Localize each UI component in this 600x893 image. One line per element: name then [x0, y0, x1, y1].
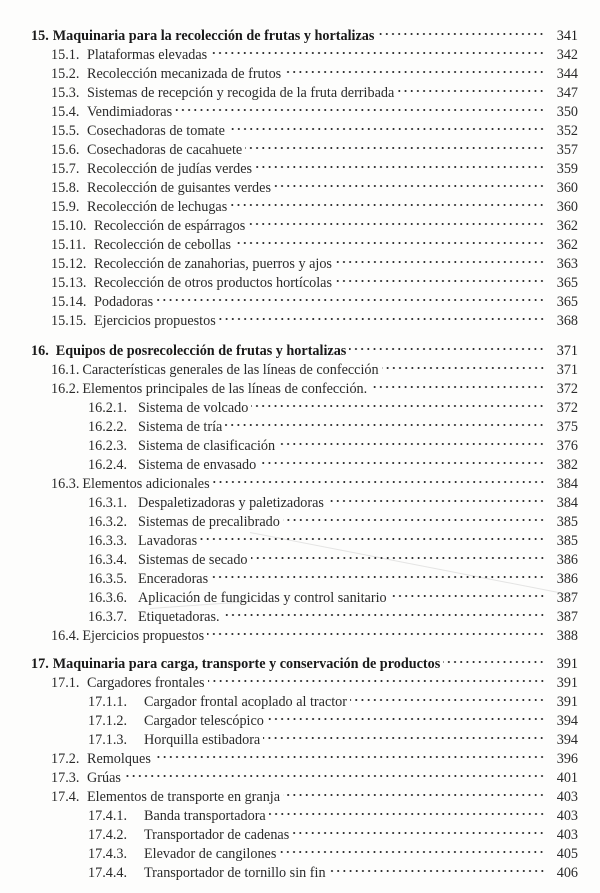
- entry-number: 17.2.: [51, 751, 80, 767]
- section-entry: [0, 116, 600, 139]
- entry-number: 16.3.4.: [88, 552, 128, 568]
- leader-dots: [208, 668, 545, 687]
- entry-number: 15.1.: [51, 47, 80, 63]
- page-number: 341: [556, 28, 578, 44]
- entry-title: Ejercicios propuestos: [94, 313, 216, 329]
- page-number: 352: [556, 123, 578, 139]
- leader-dots: [248, 211, 545, 230]
- leader-dots: [225, 412, 545, 431]
- subsection-entry: [0, 488, 600, 511]
- subsection-entry: [0, 858, 600, 881]
- leader-dots: [124, 763, 545, 782]
- section-entry: [0, 763, 600, 786]
- subsection-entry: [0, 526, 600, 549]
- page-number: 365: [556, 275, 578, 291]
- page-number: 371: [556, 343, 578, 359]
- page-number: 394: [556, 713, 578, 729]
- page-number: 360: [556, 180, 578, 196]
- entry-title: Cosechadoras de cacahuete: [87, 142, 243, 158]
- leader-dots: [327, 488, 545, 507]
- chapter-heading: [0, 21, 600, 44]
- subsection-entry: [0, 431, 600, 454]
- page-number: 391: [556, 675, 578, 691]
- entry-number: 16.2.: [51, 381, 80, 397]
- page-number: 388: [556, 628, 578, 644]
- leader-dots: [284, 59, 545, 78]
- page-number: 391: [556, 694, 578, 710]
- chapter-heading: [0, 649, 600, 672]
- leader-dots: [213, 469, 545, 488]
- entry-number: 16.4.: [51, 628, 80, 644]
- page-number: 375: [556, 419, 578, 435]
- subsection-entry: [0, 450, 600, 473]
- entry-title: Banda transportadora: [144, 808, 266, 824]
- page-number: 401: [556, 770, 578, 786]
- entry-number: 15.15.: [51, 313, 87, 329]
- subsection-entry: [0, 839, 600, 862]
- leader-dots: [350, 687, 545, 706]
- page-number: 403: [556, 789, 578, 805]
- entry-number: 17.1.3.: [88, 732, 128, 748]
- leader-dots: [251, 393, 545, 412]
- leader-dots: [154, 744, 545, 763]
- leader-dots: [279, 839, 545, 858]
- section-entry: [0, 211, 600, 234]
- subsection-entry: [0, 583, 600, 606]
- entry-label: [51, 312, 216, 331]
- entry-number: 15.7.: [51, 161, 80, 177]
- entry-number: 15.3.: [51, 85, 80, 101]
- entry-title: Cosechadoras de tomate: [87, 123, 225, 139]
- leader-dots: [219, 306, 545, 325]
- leader-dots: [211, 564, 545, 583]
- entry-title: Etiquetadoras.: [138, 609, 220, 625]
- section-entry: [0, 782, 600, 805]
- chapter-heading: [0, 336, 600, 359]
- entry-number: 15.2.: [51, 66, 80, 82]
- leader-dots: [210, 40, 545, 59]
- leader-dots: [443, 649, 545, 668]
- section-entry: [0, 192, 600, 215]
- entry-title: Sistemas de recepción y recogida de la fruta derribada: [87, 85, 395, 101]
- entry-title: Elementos de transporte en granja: [87, 789, 281, 805]
- entry-number: 16.3.: [51, 476, 80, 492]
- entry-number: 15.5.: [51, 123, 80, 139]
- leader-dots: [349, 336, 545, 355]
- entry-title: Enceradoras: [138, 571, 209, 587]
- page-number: 384: [556, 476, 578, 492]
- entry-number: 16.: [31, 343, 49, 359]
- subsection-entry: [0, 393, 600, 416]
- section-entry: [0, 78, 600, 101]
- subsection-entry: [0, 706, 600, 729]
- entry-title: Ejercicios propuestos: [82, 628, 205, 644]
- page-number: 384: [556, 495, 578, 511]
- leader-dots: [234, 230, 545, 249]
- entry-title: Cargador frontal acoplado al tractor: [144, 694, 348, 710]
- entry-number: 15.12.: [51, 256, 87, 272]
- entry-title: Plataformas elevadas: [87, 47, 208, 63]
- entry-title: Recolección de judías verdes: [87, 161, 253, 177]
- page-number: 365: [556, 294, 578, 310]
- entry-number: 16.1.: [51, 362, 80, 378]
- leader-dots: [255, 154, 545, 173]
- entry-title: Podadoras: [94, 294, 154, 310]
- leader-dots: [263, 725, 545, 744]
- entry-number: 17.3.: [51, 770, 80, 786]
- entry-title: Elevador de cangilones: [144, 846, 277, 862]
- leader-dots: [207, 621, 545, 640]
- section-entry: [0, 230, 600, 253]
- subsection-entry: [0, 545, 600, 568]
- entry-number: 17.4.: [51, 789, 80, 805]
- entry-number: 17.4.4.: [88, 865, 128, 881]
- entry-label: [88, 864, 326, 883]
- leader-dots: [335, 249, 545, 268]
- entry-number: 15.: [31, 28, 49, 44]
- leader-dots: [200, 526, 545, 545]
- leader-dots: [259, 450, 545, 469]
- page-number: 386: [556, 552, 578, 568]
- leader-dots: [278, 431, 545, 450]
- page-number: 386: [556, 571, 578, 587]
- entry-title: Recolección de zanahorias, puerros y ajos: [94, 256, 332, 272]
- page-number: 359: [556, 161, 578, 177]
- subsection-entry: [0, 687, 600, 710]
- entry-title: Recolección de lechugas: [87, 199, 228, 215]
- section-entry: [0, 154, 600, 177]
- entry-title: Equipos de posrecolección de frutas y hortalizas: [55, 343, 347, 359]
- leader-dots: [397, 78, 545, 97]
- entry-number: 15.11.: [51, 237, 86, 253]
- leader-dots: [223, 602, 545, 621]
- page-number: 385: [556, 514, 578, 530]
- entry-title: Horquilla estibadora: [144, 732, 261, 748]
- section-entry: [0, 668, 600, 691]
- leader-dots: [230, 192, 545, 211]
- entry-title: Lavadoras: [138, 533, 198, 549]
- subsection-entry: [0, 820, 600, 843]
- section-entry: [0, 173, 600, 196]
- entry-label: [51, 627, 204, 646]
- entry-number: 16.3.6.: [88, 590, 128, 606]
- entry-number: 17.4.1.: [88, 808, 128, 824]
- entry-title: Recolección de espárragos: [94, 218, 246, 234]
- entry-number: 17.1.2.: [88, 713, 128, 729]
- entry-number: 17.1.: [51, 675, 80, 691]
- page-number: 396: [556, 751, 578, 767]
- entry-title: Recolección mecanizada de frutos: [87, 66, 282, 82]
- entry-title: Sistema de tría: [138, 419, 223, 435]
- entry-title: Elementos principales de las líneas de confección.: [82, 381, 368, 397]
- section-entry: [0, 287, 600, 310]
- entry-title: Sistema de clasificación: [138, 438, 276, 454]
- entry-title: Aplicación de fungicidas y control sanitario: [138, 590, 387, 606]
- page-number: 405: [556, 846, 578, 862]
- page-number: 362: [556, 237, 578, 253]
- leader-dots: [251, 545, 545, 564]
- leader-dots: [335, 268, 545, 287]
- leader-dots: [267, 706, 545, 725]
- page-number: 347: [556, 85, 578, 101]
- leader-dots: [245, 135, 545, 154]
- page-number: 403: [556, 808, 578, 824]
- entry-number: 17.1.1.: [88, 694, 128, 710]
- page-number: 376: [556, 438, 578, 454]
- entry-number: 15.9.: [51, 199, 80, 215]
- subsection-entry: [0, 412, 600, 435]
- page-number: 357: [556, 142, 578, 158]
- page-number: 362: [556, 218, 578, 234]
- entry-title: Cargadores frontales: [87, 675, 205, 691]
- section-entry: [0, 374, 600, 397]
- entry-number: 15.8.: [51, 180, 80, 196]
- section-entry: [0, 306, 600, 329]
- entry-number: 16.2.3.: [88, 438, 128, 454]
- entry-number: 16.2.2.: [88, 419, 128, 435]
- entry-title: Grúas: [87, 770, 121, 786]
- entry-title: Sistema de volcado: [138, 400, 249, 416]
- leader-dots: [156, 287, 545, 306]
- page-number: 363: [556, 256, 578, 272]
- entry-number: 15.6.: [51, 142, 80, 158]
- subsection-entry: [0, 725, 600, 748]
- leader-dots: [228, 116, 545, 135]
- page-number: 387: [556, 609, 578, 625]
- page-number: 403: [556, 827, 578, 843]
- entry-title: Maquinaria para la recolección de frutas y hortalizas: [52, 28, 375, 44]
- entry-number: 17.4.3.: [88, 846, 128, 862]
- entry-title: Recolección de cebollas: [94, 237, 232, 253]
- leader-dots: [382, 355, 545, 374]
- entry-title: Sistemas de precalibrado: [138, 514, 280, 530]
- page-number: 350: [556, 104, 578, 120]
- entry-title: Características generales de las líneas de confección: [82, 362, 379, 378]
- section-entry: [0, 97, 600, 120]
- page-number: 387: [556, 590, 578, 606]
- entry-number: 16.2.1.: [88, 400, 128, 416]
- entry-title: Transportador de tornillo sin fin: [144, 865, 326, 881]
- subsection-entry: [0, 507, 600, 530]
- entry-title: Recolección de guisantes verdes: [87, 180, 271, 196]
- section-entry: [0, 59, 600, 82]
- leader-dots: [283, 782, 545, 801]
- page-number: 371: [556, 362, 578, 378]
- entry-title: Cargador telescópico: [144, 713, 264, 729]
- page-number: 342: [556, 47, 578, 63]
- page-number: 391: [556, 656, 578, 672]
- section-entry: [0, 621, 600, 644]
- entry-number: 16.3.5.: [88, 571, 128, 587]
- entry-number: 16.3.1.: [88, 495, 128, 511]
- section-entry: [0, 135, 600, 158]
- leader-dots: [329, 858, 545, 877]
- section-entry: [0, 268, 600, 291]
- entry-title: Transportador de cadenas: [144, 827, 290, 843]
- page-number: 368: [556, 313, 578, 329]
- entry-title: Maquinaria para carga, transporte y conservación de productos: [52, 656, 441, 672]
- page-number: 385: [556, 533, 578, 549]
- section-entry: [0, 469, 600, 492]
- page-number: 394: [556, 732, 578, 748]
- leader-dots: [390, 583, 545, 602]
- leader-dots: [269, 801, 545, 820]
- leader-dots: [292, 820, 545, 839]
- entry-number: 16.3.7.: [88, 609, 128, 625]
- page-number: 382: [556, 457, 578, 473]
- leader-dots: [377, 21, 545, 40]
- entry-number: 16.2.4.: [88, 457, 128, 473]
- entry-title: Despaletizadoras y paletizadoras: [138, 495, 324, 511]
- leader-dots: [283, 507, 545, 526]
- entry-number: 17.4.2.: [88, 827, 128, 843]
- section-entry: [0, 249, 600, 272]
- section-entry: [0, 40, 600, 63]
- entry-title: Elementos adicionales: [82, 476, 210, 492]
- section-entry: [0, 744, 600, 767]
- page-number: 372: [556, 381, 578, 397]
- entry-number: 16.3.3.: [88, 533, 128, 549]
- page-number: 372: [556, 400, 578, 416]
- leader-dots: [175, 97, 545, 116]
- entry-title: Vendimiadoras: [87, 104, 173, 120]
- leader-dots: [370, 374, 545, 393]
- entry-number: 15.14.: [51, 294, 87, 310]
- page-number: 406: [556, 865, 578, 881]
- entry-title: Remolques: [87, 751, 151, 767]
- subsection-entry: [0, 564, 600, 587]
- leader-dots: [274, 173, 545, 192]
- entry-number: 17.: [31, 656, 49, 672]
- entry-title: Sistema de envasado: [138, 457, 257, 473]
- page-number: 344: [556, 66, 578, 82]
- subsection-entry: [0, 602, 600, 625]
- entry-number: 15.13.: [51, 275, 87, 291]
- section-entry: [0, 355, 600, 378]
- entry-number: 16.3.2.: [88, 514, 128, 530]
- subsection-entry: [0, 801, 600, 824]
- entry-number: 15.10.: [51, 218, 87, 234]
- entry-title: Sistemas de secado: [138, 552, 248, 568]
- entry-title: Recolección de otros productos hortícolas: [94, 275, 332, 291]
- page-number: 360: [556, 199, 578, 215]
- entry-number: 15.4.: [51, 104, 80, 120]
